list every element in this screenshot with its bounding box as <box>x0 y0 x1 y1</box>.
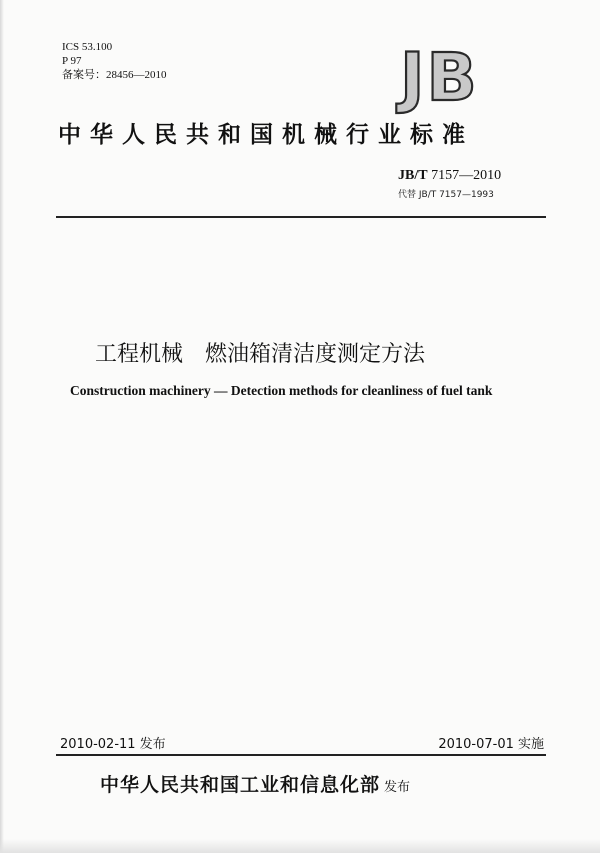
category-code: P 97 <box>62 55 82 67</box>
jb-logo-text: JB <box>400 39 479 116</box>
jb-logo <box>398 39 518 116</box>
bottom-divider <box>56 754 546 756</box>
title-cn-part2: 燃油箱清洁度测定方法 <box>205 342 426 367</box>
scan-edge-bottom <box>0 839 600 853</box>
document-title-en: Construction machinery — Detection methods for cleanliness of fuel tank <box>70 383 493 398</box>
ics-code: ICS 53.100 <box>62 41 113 53</box>
issuer-name: 中华人民共和国工业和信息化部 <box>100 774 381 796</box>
replaces-standard: 代替 JB/T 7157—1993 <box>398 190 494 200</box>
record-number: 备案号：28456—2010 <box>62 69 167 81</box>
classification-block <box>62 40 167 82</box>
title-cn-part1: 工程机械 <box>95 342 184 367</box>
standard-number-value: 7157—2010 <box>431 168 502 183</box>
standard-number <box>398 168 501 184</box>
implementation-date: 2010-07-01 实施 <box>438 737 544 752</box>
top-divider <box>56 216 546 218</box>
standard-prefix: JB/T <box>398 168 428 183</box>
issuer <box>100 770 410 797</box>
org-title: 中华人民共和国机械行业标准 <box>58 122 474 148</box>
issuer-suffix: 发布 <box>384 780 411 795</box>
issue-date: 2010-02-11 发布 <box>60 737 166 752</box>
document-title-cn <box>95 337 425 368</box>
scan-edge-left <box>0 0 4 853</box>
